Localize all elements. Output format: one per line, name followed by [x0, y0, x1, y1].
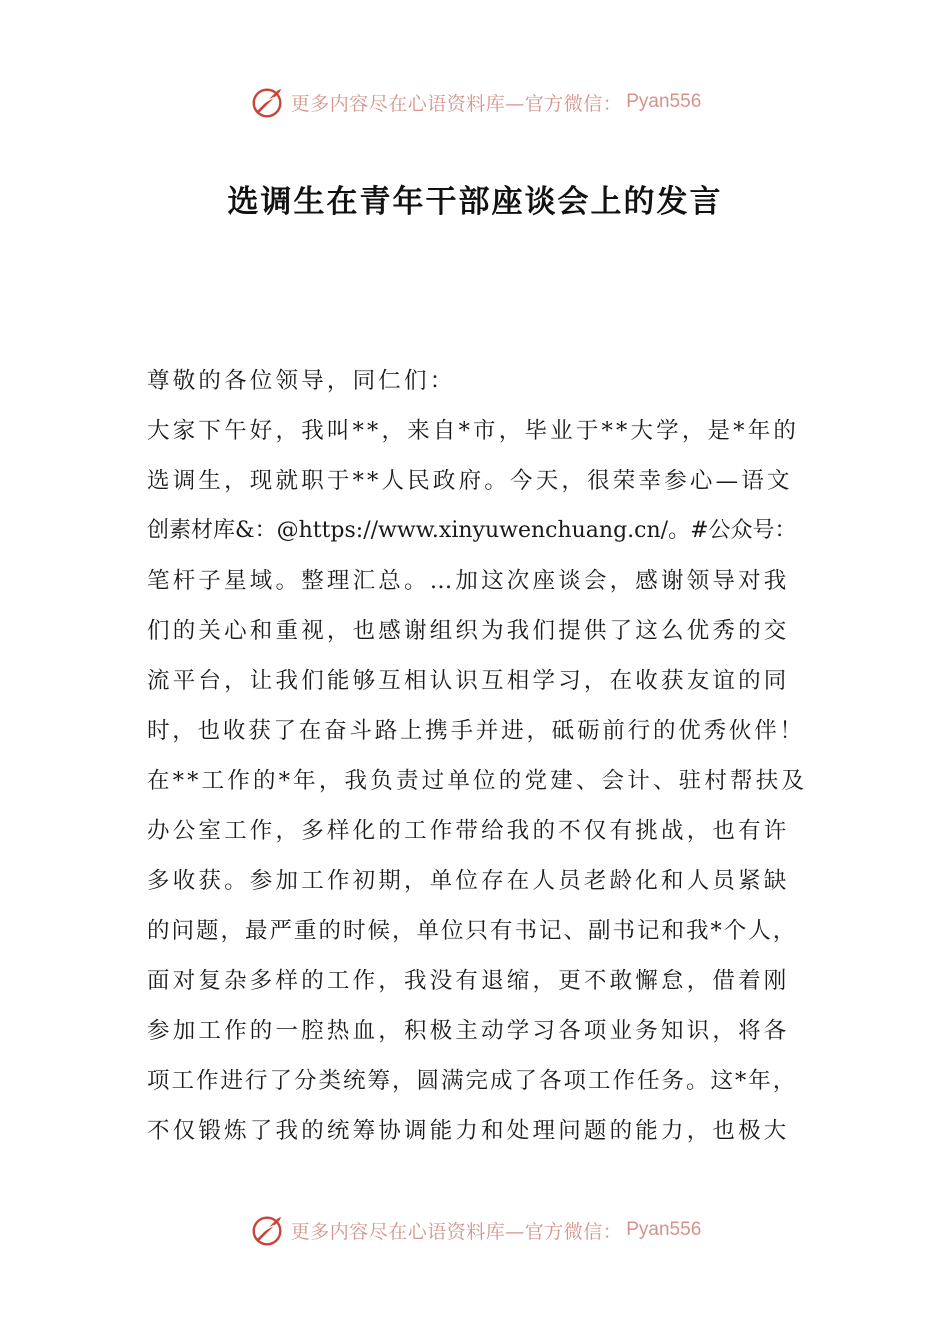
- body-line: 多收获。参加工作初期，单位存在人员老龄化和人员紧缺: [147, 868, 790, 894]
- body-line: 在**工作的*年，我负责过单位的党建、会计、驻村帮扶及: [147, 768, 808, 794]
- body-line: 流平台，让我们能够互相认识互相学习，在收获友谊的同: [147, 668, 790, 694]
- body-line: 面对复杂多样的工作，我没有退缩，更不敢懈怠，借着刚: [147, 968, 790, 994]
- body-line: 笔杆子星域。整理汇总。…加这次座谈会，感谢领导对我: [147, 568, 790, 594]
- body-line: 不仅锻炼了我的统筹协调能力和处理问题的能力，也极大: [147, 1118, 790, 1144]
- body-line: 尊敬的各位领导，同仁们：: [147, 368, 456, 394]
- pen-logo-icon: [249, 1211, 287, 1249]
- watermark-banner-top: [0, 82, 950, 122]
- document-title: 选调生在青年干部座谈会上的发言: [227, 184, 723, 220]
- body-line: 大家下午好，我叫**，来自*市，毕业于**大学，是*年的: [147, 418, 800, 444]
- watermark-banner-bottom: [0, 1210, 950, 1250]
- pen-logo-icon: [249, 83, 287, 121]
- body-line: 的问题，最严重的时候，单位只有书记、副书记和我*个人，: [147, 918, 798, 944]
- body-line: 们的关心和重视，也感谢组织为我们提供了这么优秀的交: [147, 618, 790, 644]
- body-line: 项工作进行了分类统筹，圆满完成了各项工作任务。这*年，: [147, 1068, 798, 1094]
- body-line: 参加工作的一腔热血，积极主动学习各项业务知识，将各: [147, 1018, 790, 1044]
- watermark-wechat-id: Pyan556: [626, 91, 702, 112]
- watermark-text: 更多内容尽在心语资料库—官方微信：: [290, 92, 623, 115]
- body-line: 时，也收获了在奋斗路上携手并进，砥砺前行的优秀伙伴！: [147, 718, 805, 744]
- body-line: 创素材库&：@https://www.xinyuwenchuang.cn/。#公众号：: [147, 518, 797, 543]
- document-body: [147, 356, 807, 1156]
- watermark-text: 更多内容尽在心语资料库—官方微信：: [290, 1220, 623, 1243]
- watermark-wechat-id: Pyan556: [626, 1219, 702, 1240]
- body-line: 选调生，现就职于**人民政府。今天，很荣幸参心—语文: [147, 468, 793, 494]
- body-line: 办公室工作，多样化的工作带给我的不仅有挑战，也有许: [147, 818, 790, 844]
